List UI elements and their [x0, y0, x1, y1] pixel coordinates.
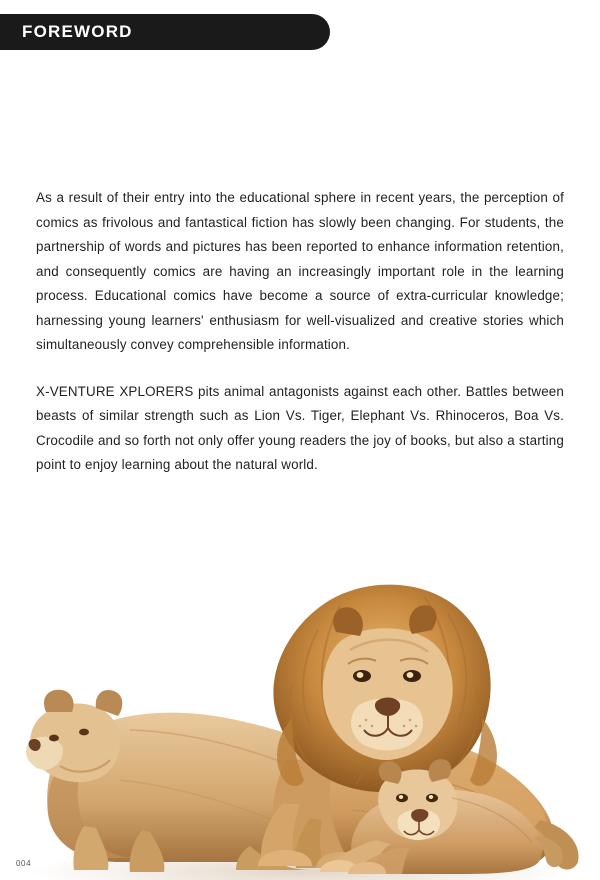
foreword-header-banner [0, 14, 330, 50]
page-title: FOREWORD [22, 22, 133, 41]
foreword-body [36, 186, 564, 478]
lion-pride-illustration [0, 480, 600, 880]
paragraph-1: As a result of their entry into the educational sphere in recent years, the perception of comics as frivolous and fantastical fiction has slowly been changing. For students, the partnership of words and pictures has been reported to enhance information retention, and consequently comics are having an increasingly important role in the learning process. Educational comics have become a source of extra-curricular knowledge; harnessing young learners' enthusiasm for well-visualized and creative stories which simultaneously convey comprehensible information. [36, 190, 564, 352]
page-number: 004 [16, 859, 32, 868]
paragraph-2: X-VENTURE XPLORERS pits animal antagonists against each other. Battles between beasts of similar strength such as Lion Vs. Tiger, Elephant Vs. Rhinoceros, Boa Vs. Crocodile and so forth not only offer young readers the joy of books, but also a starting point to enjoy learning about the natural world. [36, 383, 564, 472]
